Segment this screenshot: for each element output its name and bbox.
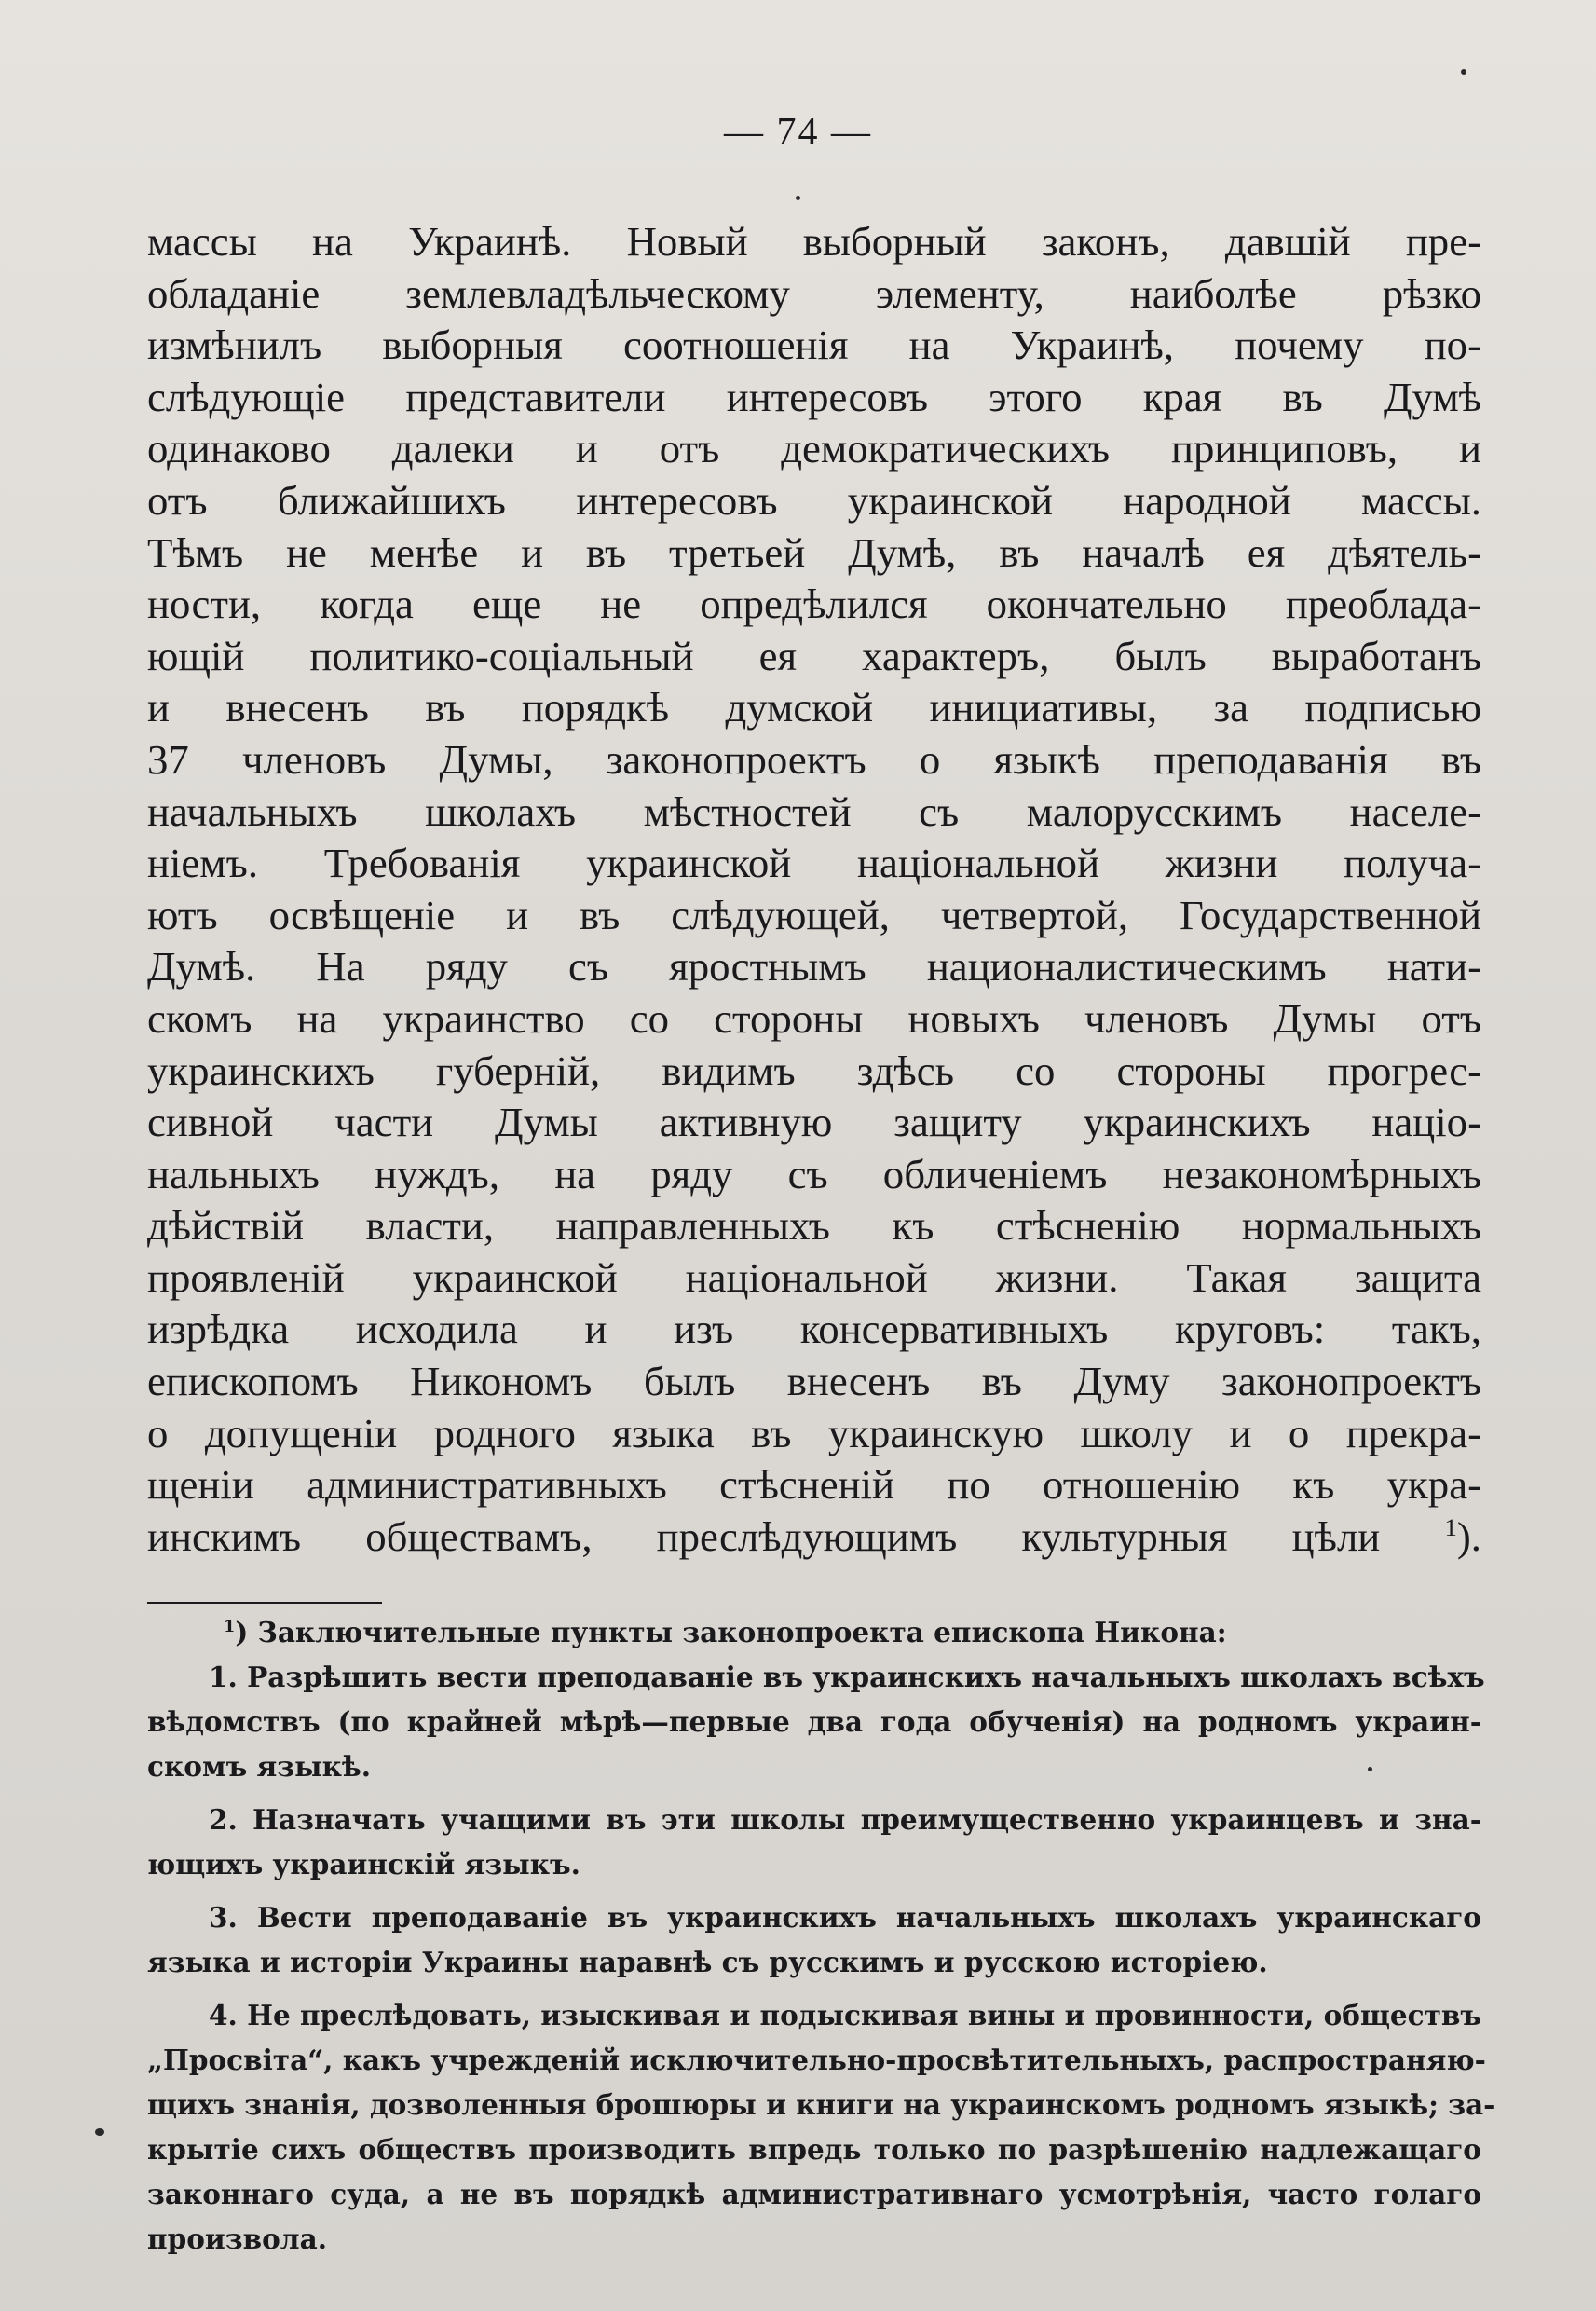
text-line: дѣйствій власти, направленныхъ къ стѣсненію нормальныхъ [147, 1202, 1481, 1250]
text-line: массы на Украинѣ. Новый выборный законъ, давшій пре- [147, 218, 1481, 265]
text-line: о допущеніи родного языка въ украинскую школу и о прекра- [147, 1409, 1481, 1456]
text-line: изрѣдка исходила и изъ консервативныхъ круговъ: такъ, [147, 1306, 1481, 1353]
text-line: ности, когда еще не опредѣлился окончательно преоблада- [147, 581, 1481, 628]
footnote-line: щихъ знанія, дозволенныя брошюры и книги на украинскомъ родномъ языкѣ; за- [147, 2088, 1495, 2121]
text-line: украинскихъ губерній, видимъ здѣсь со стороны прогрес- [147, 1046, 1481, 1094]
footnote-line: произвола. [147, 2222, 327, 2255]
page-number: — 74 — [724, 111, 872, 154]
text-line: скомъ на украинство со стороны новыхъ членовъ Думы отъ [147, 994, 1481, 1042]
text-line-last [147, 1511, 1481, 1564]
footnote-line: 3. Вести преподаваніе въ украинскихъ начальныхъ школахъ украинскаго [209, 1901, 1481, 1934]
footnote-line: законнаго суда, а не въ порядкѣ административнаго усмотрѣнія, часто голаго [147, 2178, 1481, 2210]
text-line: начальныхъ школахъ мѣстностей съ малорусскимъ населе- [147, 787, 1481, 835]
text-line: отъ ближайшихъ интересовъ украинской народной массы. [147, 476, 1481, 524]
text-line-content: инскимъ обществамъ, преслѣдующимъ культурныя цѣли [147, 1512, 1381, 1560]
footnote-reference: 1 [1444, 1512, 1457, 1541]
ink-speck [796, 196, 800, 200]
text-line: Думѣ. На ряду съ яростнымъ националистическимъ нати- [147, 943, 1481, 991]
text-line: слѣдующіе представители интересовъ этого края въ Думѣ [147, 373, 1481, 420]
text-line: ютъ освѣщеніе и въ слѣдующей, четвертой, Государственной [147, 891, 1481, 938]
footnote-line: языка и исторіи Украины наравнѣ съ русскимъ и русскою исторіею. [147, 1946, 1268, 1978]
footnote-marker: 1 [224, 1617, 236, 1637]
text-line: измѣнилъ выборныя соотношенія на Украинѣ, почему по- [147, 321, 1481, 369]
footnote-line: вѣдомствъ (по крайней мѣрѣ—первые два года обученія) на родномъ украин- [147, 1705, 1481, 1738]
footnote-line: „Просвіта“, какъ учрежденій исключительно-просвѣтительныхъ, распространяю- [147, 2044, 1486, 2076]
text-line: 37 членовъ Думы, законопроектъ о языкѣ преподаванія въ [147, 735, 1481, 783]
text-line: одинаково далеки и отъ демократическихъ принциповъ, и [147, 425, 1481, 472]
text-line: обладаніе землевладѣльческому элементу, наиболѣе рѣзко [147, 269, 1481, 317]
text-line: щеніи административныхъ стѣсненій по отношенію къ укра- [147, 1461, 1481, 1509]
footnote-line: 2. Назначать учащими въ эти школы преимущественно украинцевъ и зна- [209, 1803, 1481, 1836]
footnote-line: 4. Не преслѣдовать, изыскивая и подыскивая вины и провинности, обществъ [209, 1999, 1482, 2031]
main-text [147, 216, 1481, 1563]
ink-speck [1368, 1767, 1372, 1771]
footnote-intro-text: ) Заключительные пункты законопроекта епископа Никона: [235, 1616, 1227, 1648]
text-line-tail: ). [1456, 1512, 1481, 1560]
text-line: ющій политико-соціальный ея характеръ, былъ выработанъ [147, 632, 1481, 679]
footnote-intro [147, 1610, 1481, 1655]
text-line: ніемъ. Требованія украинской національной жизни получа- [147, 840, 1481, 887]
text-line: Тѣмъ не менѣе и въ третьей Думѣ, въ началѣ ея дѣятель- [147, 528, 1481, 576]
text-line: епископомъ Никономъ былъ внесенъ въ Думу законопроектъ [147, 1358, 1481, 1405]
text-line: сивной части Думы активную защиту украинскихъ націо- [147, 1099, 1481, 1146]
text-line: и внесенъ въ порядкѣ думской инициативы, за подписью [147, 684, 1481, 732]
ink-speck [95, 2128, 104, 2136]
footnote-line: скомъ языкѣ. [147, 1750, 371, 1783]
footnotes [147, 1610, 1495, 2262]
ink-speck [1461, 69, 1466, 75]
footnote-separator [147, 1602, 382, 1604]
text-line: нальныхъ нуждъ, на ряду съ обличеніемъ незакономѣрныхъ [147, 1150, 1481, 1197]
text-line: проявленій украинской національной жизни. Такая защита [147, 1253, 1481, 1301]
footnote-line: ющихъ украинскій языкъ. [147, 1848, 580, 1880]
footnote-line: крытіе сихъ обществъ производить впредь только по разрѣшенію надлежащаго [147, 2133, 1481, 2166]
footnote-line: 1. Разрѣшить вести преподаваніе въ украинскихъ начальныхъ школахъ всѣхъ [209, 1661, 1485, 1693]
